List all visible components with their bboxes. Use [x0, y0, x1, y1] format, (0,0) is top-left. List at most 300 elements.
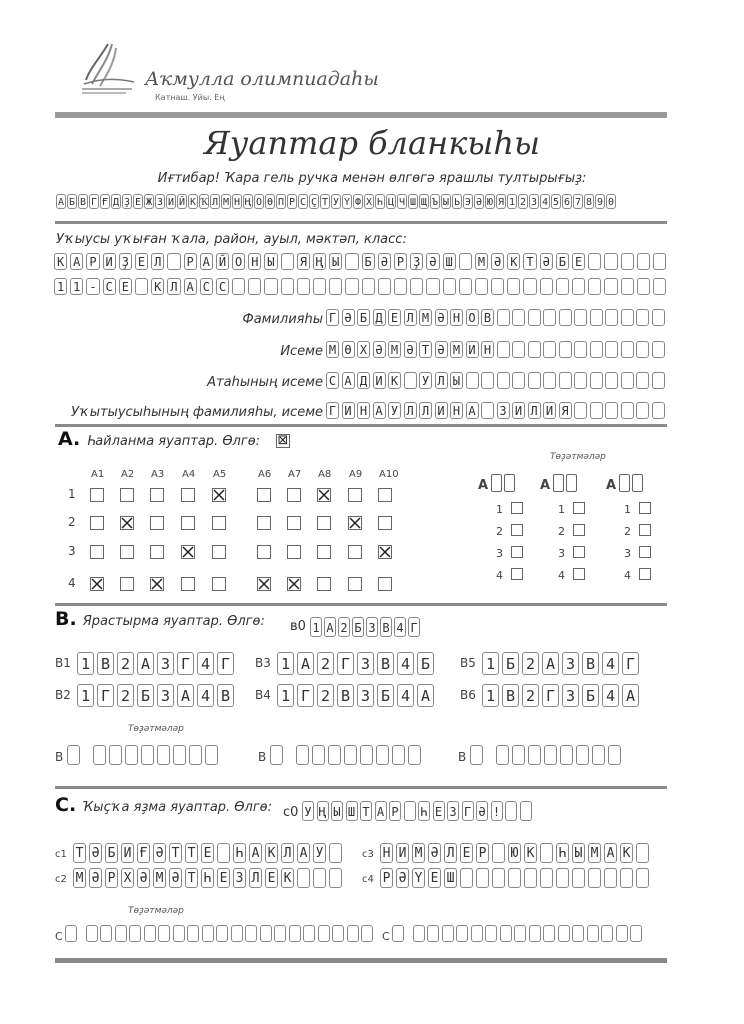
- letter-cell[interactable]: [590, 372, 603, 389]
- correction-cell[interactable]: [347, 925, 359, 942]
- letter-cell[interactable]: И: [512, 402, 525, 419]
- correction-cell[interactable]: [485, 925, 497, 942]
- correction-cell[interactable]: [529, 925, 541, 942]
- letter-cell[interactable]: [605, 341, 618, 358]
- letter-cell[interactable]: А: [70, 253, 83, 270]
- answer-cell[interactable]: Г: [177, 652, 194, 675]
- answer-checkbox[interactable]: [378, 545, 392, 559]
- letter-cell[interactable]: И: [435, 402, 448, 419]
- answer-cell[interactable]: Х: [121, 868, 134, 888]
- letter-cell[interactable]: [528, 309, 541, 326]
- correction-cell[interactable]: [318, 925, 330, 942]
- answer-checkbox[interactable]: [348, 488, 362, 502]
- letter-cell[interactable]: [556, 278, 569, 295]
- answer-cell[interactable]: Ә: [137, 868, 150, 888]
- answer-cell[interactable]: М: [412, 843, 425, 863]
- answer-cells-row[interactable]: [380, 868, 652, 888]
- letter-cell[interactable]: [313, 278, 326, 295]
- answer-cell[interactable]: 3: [157, 684, 174, 707]
- answer-cell[interactable]: 1: [482, 652, 499, 675]
- letter-cell[interactable]: [459, 278, 472, 295]
- letter-cell[interactable]: [459, 253, 472, 270]
- answer-cell[interactable]: А: [622, 684, 639, 707]
- answer-cell[interactable]: 4: [197, 652, 214, 675]
- answer-cell[interactable]: А: [604, 843, 617, 863]
- answer-checkbox[interactable]: [150, 488, 164, 502]
- letter-cell[interactable]: 1: [54, 278, 67, 295]
- answer-cells-row[interactable]: [482, 684, 642, 707]
- answer-cell[interactable]: Т: [73, 843, 86, 863]
- correction-cell[interactable]: [413, 925, 425, 942]
- letter-cell[interactable]: [559, 372, 572, 389]
- correction-cell[interactable]: [470, 745, 483, 765]
- correction-cell[interactable]: [512, 745, 525, 765]
- letter-cell[interactable]: Ҙ: [410, 253, 423, 270]
- letter-cell[interactable]: А: [342, 372, 355, 389]
- letter-cell[interactable]: Т: [419, 341, 432, 358]
- letter-cell[interactable]: У: [419, 372, 432, 389]
- answer-checkbox[interactable]: [90, 516, 104, 530]
- letter-cell[interactable]: [574, 372, 587, 389]
- letter-cell[interactable]: А: [466, 402, 479, 419]
- letter-cell[interactable]: [512, 309, 525, 326]
- answer-checkbox[interactable]: [348, 545, 362, 559]
- letter-cell[interactable]: К: [54, 253, 67, 270]
- answer-cell[interactable]: [540, 868, 553, 888]
- letter-cell[interactable]: Л: [528, 402, 541, 419]
- correction-cell[interactable]: [572, 925, 584, 942]
- correction-cell[interactable]: [360, 745, 373, 765]
- correction-checkbox[interactable]: [639, 568, 651, 580]
- answer-cell[interactable]: Ғ: [137, 843, 150, 863]
- letter-cell[interactable]: Ә: [404, 341, 417, 358]
- answer-cells-row[interactable]: [482, 652, 642, 675]
- answer-cell[interactable]: Т: [185, 868, 198, 888]
- letter-cell[interactable]: С: [103, 278, 116, 295]
- correction-cell[interactable]: [619, 474, 630, 492]
- letter-cell[interactable]: [443, 278, 456, 295]
- answer-cell[interactable]: Л: [249, 868, 262, 888]
- letter-cell[interactable]: Л: [151, 253, 164, 270]
- correction-cell[interactable]: [456, 925, 468, 942]
- answer-cell[interactable]: [476, 868, 489, 888]
- letter-cell[interactable]: Н: [248, 253, 261, 270]
- letter-cell[interactable]: [543, 372, 556, 389]
- answer-cell[interactable]: Ш: [444, 868, 457, 888]
- correction-cell[interactable]: [471, 925, 483, 942]
- answer-cell[interactable]: 1: [277, 684, 294, 707]
- answer-cell[interactable]: [620, 868, 633, 888]
- correction-cell[interactable]: [141, 745, 154, 765]
- letter-cell[interactable]: [621, 309, 634, 326]
- answer-cell[interactable]: Е: [460, 843, 473, 863]
- answer-cell[interactable]: А: [542, 652, 559, 675]
- letter-cell[interactable]: Н: [450, 309, 463, 326]
- answer-checkbox[interactable]: [212, 488, 226, 502]
- letter-cell[interactable]: [264, 278, 277, 295]
- answer-cell[interactable]: Б: [502, 652, 519, 675]
- answer-checkbox[interactable]: [257, 545, 271, 559]
- answer-checkbox[interactable]: [348, 516, 362, 530]
- letter-cell[interactable]: [507, 278, 520, 295]
- letter-cell[interactable]: Л: [404, 309, 417, 326]
- letter-cell[interactable]: [572, 278, 585, 295]
- letter-cell[interactable]: [394, 278, 407, 295]
- letter-cell[interactable]: А: [373, 402, 386, 419]
- correction-cell[interactable]: [125, 745, 138, 765]
- answer-checkbox[interactable]: [90, 488, 104, 502]
- answer-cell[interactable]: 1: [482, 684, 499, 707]
- letter-cell[interactable]: [410, 278, 423, 295]
- answer-cell[interactable]: Ә: [428, 843, 441, 863]
- correction-cell[interactable]: [500, 925, 512, 942]
- letter-cell[interactable]: О: [232, 253, 245, 270]
- answer-cell[interactable]: Ү: [412, 868, 425, 888]
- answer-cell[interactable]: 1: [77, 684, 94, 707]
- letter-cell[interactable]: [481, 402, 494, 419]
- letter-cell[interactable]: [653, 253, 666, 270]
- answer-cell[interactable]: Г: [337, 652, 354, 675]
- correction-cell[interactable]: [504, 474, 515, 492]
- field-input-row[interactable]: [326, 309, 667, 328]
- letter-cell[interactable]: Я: [559, 402, 572, 419]
- letter-cell[interactable]: М: [475, 253, 488, 270]
- answer-checkbox[interactable]: [120, 516, 134, 530]
- answer-cell[interactable]: К: [281, 868, 294, 888]
- letter-cell[interactable]: [345, 278, 358, 295]
- letter-cell[interactable]: М: [388, 341, 401, 358]
- correction-cell[interactable]: [344, 745, 357, 765]
- answer-checkbox[interactable]: [257, 516, 271, 530]
- answer-cell[interactable]: И: [396, 843, 409, 863]
- correction-cell[interactable]: [601, 925, 613, 942]
- letter-cell[interactable]: [637, 253, 650, 270]
- letter-cell[interactable]: [378, 278, 391, 295]
- answer-cell[interactable]: 2: [522, 684, 539, 707]
- letter-cell[interactable]: [636, 309, 649, 326]
- letter-cell[interactable]: [345, 253, 358, 270]
- correction-cells-row[interactable]: [67, 745, 221, 765]
- answer-cell[interactable]: В: [97, 652, 114, 675]
- field-input-row[interactable]: [326, 402, 667, 421]
- answer-checkbox[interactable]: [317, 488, 331, 502]
- letter-cell[interactable]: М: [326, 341, 339, 358]
- letter-cell[interactable]: Ә: [426, 253, 439, 270]
- correction-cell[interactable]: [260, 925, 272, 942]
- correction-cell[interactable]: [86, 925, 98, 942]
- answer-cell[interactable]: А: [177, 684, 194, 707]
- answer-cell[interactable]: Г: [622, 652, 639, 675]
- letter-cell[interactable]: [475, 278, 488, 295]
- answer-cells-row[interactable]: [277, 652, 437, 675]
- letter-cell[interactable]: И: [342, 402, 355, 419]
- answer-cell[interactable]: 4: [602, 652, 619, 675]
- answer-cell[interactable]: Б: [137, 684, 154, 707]
- letter-cell[interactable]: [281, 278, 294, 295]
- correction-cells-row[interactable]: [65, 925, 376, 944]
- answer-cell[interactable]: Г: [217, 652, 234, 675]
- letter-cell[interactable]: Ө: [342, 341, 355, 358]
- answer-cell[interactable]: А: [249, 843, 262, 863]
- correction-cell[interactable]: [496, 745, 509, 765]
- letter-cell[interactable]: М: [419, 309, 432, 326]
- answer-cell[interactable]: 1: [277, 652, 294, 675]
- letter-cell[interactable]: [167, 253, 180, 270]
- correction-cell[interactable]: [296, 745, 309, 765]
- letter-cell[interactable]: [248, 278, 261, 295]
- letter-cell[interactable]: [481, 372, 494, 389]
- answer-cell[interactable]: [556, 868, 569, 888]
- answer-cell[interactable]: [636, 868, 649, 888]
- correction-cell[interactable]: [303, 925, 315, 942]
- letter-cell[interactable]: Ә: [435, 341, 448, 358]
- answer-cell[interactable]: А: [297, 843, 310, 863]
- correction-cells-row[interactable]: [270, 745, 424, 765]
- letter-cell[interactable]: [497, 372, 510, 389]
- letter-cell[interactable]: К: [151, 278, 164, 295]
- correction-cell[interactable]: [408, 745, 421, 765]
- correction-cell[interactable]: [491, 474, 502, 492]
- answer-cells-row[interactable]: [77, 652, 237, 675]
- answer-cell[interactable]: [604, 868, 617, 888]
- correction-cell[interactable]: [442, 925, 454, 942]
- letter-cell[interactable]: [512, 372, 525, 389]
- correction-cell[interactable]: [332, 925, 344, 942]
- letter-cell[interactable]: Д: [373, 309, 386, 326]
- letter-cell[interactable]: Ә: [378, 253, 391, 270]
- answer-cells-row[interactable]: [73, 868, 345, 888]
- answer-checkbox[interactable]: [181, 545, 195, 559]
- correction-checkbox[interactable]: [573, 502, 585, 514]
- answer-cell[interactable]: 4: [397, 684, 414, 707]
- answer-cell[interactable]: [524, 868, 537, 888]
- letter-cell[interactable]: Ә: [540, 253, 553, 270]
- answer-cell[interactable]: 3: [357, 652, 374, 675]
- letter-cell[interactable]: Ы: [264, 253, 277, 270]
- answer-cell[interactable]: Е: [217, 868, 230, 888]
- answer-cell[interactable]: 4: [197, 684, 214, 707]
- correction-cell[interactable]: [270, 745, 283, 765]
- field-input-row[interactable]: [326, 341, 667, 360]
- answer-cell[interactable]: А: [137, 652, 154, 675]
- letter-cell[interactable]: [636, 402, 649, 419]
- letter-cell[interactable]: Х: [357, 341, 370, 358]
- answer-cell[interactable]: Г: [542, 684, 559, 707]
- correction-cell[interactable]: [67, 745, 80, 765]
- letter-cell[interactable]: [497, 309, 510, 326]
- letter-cell[interactable]: [297, 278, 310, 295]
- letter-cell[interactable]: [652, 341, 665, 358]
- answer-cell[interactable]: [313, 868, 326, 888]
- answer-cell[interactable]: Ә: [396, 868, 409, 888]
- answer-cell[interactable]: [460, 868, 473, 888]
- letter-cell[interactable]: У: [388, 402, 401, 419]
- correction-cell[interactable]: [187, 925, 199, 942]
- letter-cell[interactable]: [404, 372, 417, 389]
- answer-cell[interactable]: Е: [428, 868, 441, 888]
- letter-cell[interactable]: Й: [216, 253, 229, 270]
- answer-checkbox[interactable]: [378, 577, 392, 591]
- correction-cell[interactable]: [100, 925, 112, 942]
- answer-cell[interactable]: А: [417, 684, 434, 707]
- answer-cell[interactable]: Ә: [169, 868, 182, 888]
- correction-cell[interactable]: [560, 745, 573, 765]
- letter-cell[interactable]: Л: [435, 372, 448, 389]
- answer-checkbox[interactable]: [120, 488, 134, 502]
- answer-cell[interactable]: [588, 868, 601, 888]
- letter-cell[interactable]: [588, 253, 601, 270]
- letter-cell[interactable]: Р: [86, 253, 99, 270]
- correction-cell[interactable]: [312, 745, 325, 765]
- letter-cell[interactable]: [652, 309, 665, 326]
- answer-cell[interactable]: Л: [281, 843, 294, 863]
- correction-cell[interactable]: [544, 745, 557, 765]
- letter-cell[interactable]: Т: [523, 253, 536, 270]
- correction-cell[interactable]: [608, 745, 621, 765]
- answer-checkbox[interactable]: [212, 577, 226, 591]
- correction-checkbox[interactable]: [511, 524, 523, 536]
- correction-cell[interactable]: [115, 925, 127, 942]
- answer-cell[interactable]: Г: [97, 684, 114, 707]
- letter-cell[interactable]: [362, 278, 375, 295]
- letter-cell[interactable]: А: [184, 278, 197, 295]
- answer-cell[interactable]: Ә: [89, 843, 102, 863]
- answer-cell[interactable]: Р: [380, 868, 393, 888]
- answer-cell[interactable]: [492, 843, 505, 863]
- letter-cell[interactable]: Б: [362, 253, 375, 270]
- answer-cell[interactable]: 2: [117, 684, 134, 707]
- letter-cell[interactable]: Ы: [450, 372, 463, 389]
- letter-cell[interactable]: [329, 278, 342, 295]
- correction-cell[interactable]: [173, 925, 185, 942]
- answer-cell[interactable]: 2: [317, 652, 334, 675]
- answer-checkbox[interactable]: [150, 577, 164, 591]
- answer-cell[interactable]: В: [582, 652, 599, 675]
- correction-checkbox[interactable]: [639, 502, 651, 514]
- answer-cell[interactable]: Ы: [572, 843, 585, 863]
- letter-cell[interactable]: [653, 278, 666, 295]
- letter-cell[interactable]: [574, 341, 587, 358]
- correction-cell[interactable]: [558, 925, 570, 942]
- answer-cell[interactable]: М: [153, 868, 166, 888]
- answer-cell[interactable]: [297, 868, 310, 888]
- answer-checkbox[interactable]: [287, 488, 301, 502]
- letter-cell[interactable]: Б: [357, 309, 370, 326]
- letter-cell[interactable]: М: [450, 341, 463, 358]
- answer-cell[interactable]: Һ: [201, 868, 214, 888]
- correction-cells-row[interactable]: [470, 745, 624, 765]
- answer-cell[interactable]: [540, 843, 553, 863]
- letter-cell[interactable]: [426, 278, 439, 295]
- correction-cell[interactable]: [592, 745, 605, 765]
- letter-cell[interactable]: Д: [357, 372, 370, 389]
- letter-cell[interactable]: И: [103, 253, 116, 270]
- letter-cell[interactable]: [512, 341, 525, 358]
- answer-cell[interactable]: 2: [117, 652, 134, 675]
- answer-checkbox[interactable]: [212, 545, 226, 559]
- answer-cell[interactable]: 1: [77, 652, 94, 675]
- answer-cell[interactable]: Б: [582, 684, 599, 707]
- letter-cell[interactable]: [652, 402, 665, 419]
- correction-cell[interactable]: [109, 745, 122, 765]
- answer-checkbox[interactable]: [90, 577, 104, 591]
- letter-cell[interactable]: [528, 341, 541, 358]
- correction-cell[interactable]: [93, 745, 106, 765]
- answer-cell[interactable]: 2: [317, 684, 334, 707]
- answer-cell[interactable]: В: [217, 684, 234, 707]
- letter-cell[interactable]: [636, 372, 649, 389]
- correction-checkbox[interactable]: [511, 568, 523, 580]
- letter-cell[interactable]: [590, 402, 603, 419]
- letter-cell[interactable]: [540, 278, 553, 295]
- answer-cell[interactable]: Һ: [233, 843, 246, 863]
- answer-cell[interactable]: Һ: [556, 843, 569, 863]
- correction-cell[interactable]: [231, 925, 243, 942]
- letter-cell[interactable]: Е: [572, 253, 585, 270]
- correction-cell[interactable]: [189, 745, 202, 765]
- answer-cells-row[interactable]: [380, 843, 652, 863]
- letter-cell[interactable]: [528, 372, 541, 389]
- letter-cell[interactable]: 1: [70, 278, 83, 295]
- correction-cell[interactable]: [632, 474, 643, 492]
- correction-cell[interactable]: [543, 925, 555, 942]
- answer-checkbox[interactable]: [181, 516, 195, 530]
- letter-cell[interactable]: В: [481, 309, 494, 326]
- letter-cell[interactable]: Л: [404, 402, 417, 419]
- correction-cell[interactable]: [144, 925, 156, 942]
- letter-cell[interactable]: Р: [184, 253, 197, 270]
- answer-cell[interactable]: Ә: [153, 843, 166, 863]
- letter-cell[interactable]: [574, 402, 587, 419]
- answer-cells-row[interactable]: [277, 684, 437, 707]
- correction-cell[interactable]: [630, 925, 642, 942]
- answer-cell[interactable]: К: [620, 843, 633, 863]
- answer-cell[interactable]: [329, 843, 342, 863]
- correction-cell[interactable]: [587, 925, 599, 942]
- letter-cell[interactable]: С: [326, 372, 339, 389]
- letter-cell[interactable]: [621, 372, 634, 389]
- answer-cell[interactable]: [217, 843, 230, 863]
- correction-checkbox[interactable]: [573, 546, 585, 558]
- correction-cell[interactable]: [376, 745, 389, 765]
- letter-cell[interactable]: Г: [326, 309, 339, 326]
- answer-checkbox[interactable]: [181, 577, 195, 591]
- answer-checkbox[interactable]: [317, 516, 331, 530]
- correction-cell[interactable]: [173, 745, 186, 765]
- letter-cell[interactable]: [559, 341, 572, 358]
- answer-checkbox[interactable]: [150, 516, 164, 530]
- correction-cell[interactable]: [616, 925, 628, 942]
- letter-cell[interactable]: Е: [135, 253, 148, 270]
- school-line-2[interactable]: [54, 278, 669, 297]
- answer-cells-row[interactable]: [77, 684, 237, 707]
- answer-cell[interactable]: Б: [417, 652, 434, 675]
- correction-checkbox[interactable]: [511, 546, 523, 558]
- letter-cell[interactable]: Ы: [329, 253, 342, 270]
- answer-cell[interactable]: [508, 868, 521, 888]
- letter-cell[interactable]: Е: [119, 278, 132, 295]
- answer-cell[interactable]: 4: [602, 684, 619, 707]
- answer-cell[interactable]: 3: [157, 652, 174, 675]
- letter-cell[interactable]: И: [466, 341, 479, 358]
- letter-cell[interactable]: [621, 278, 634, 295]
- correction-cell[interactable]: [392, 925, 404, 942]
- letter-cell[interactable]: [590, 309, 603, 326]
- answer-checkbox[interactable]: [317, 577, 331, 591]
- correction-cell[interactable]: [245, 925, 257, 942]
- answer-cell[interactable]: 3: [562, 652, 579, 675]
- field-input-row[interactable]: [326, 372, 667, 391]
